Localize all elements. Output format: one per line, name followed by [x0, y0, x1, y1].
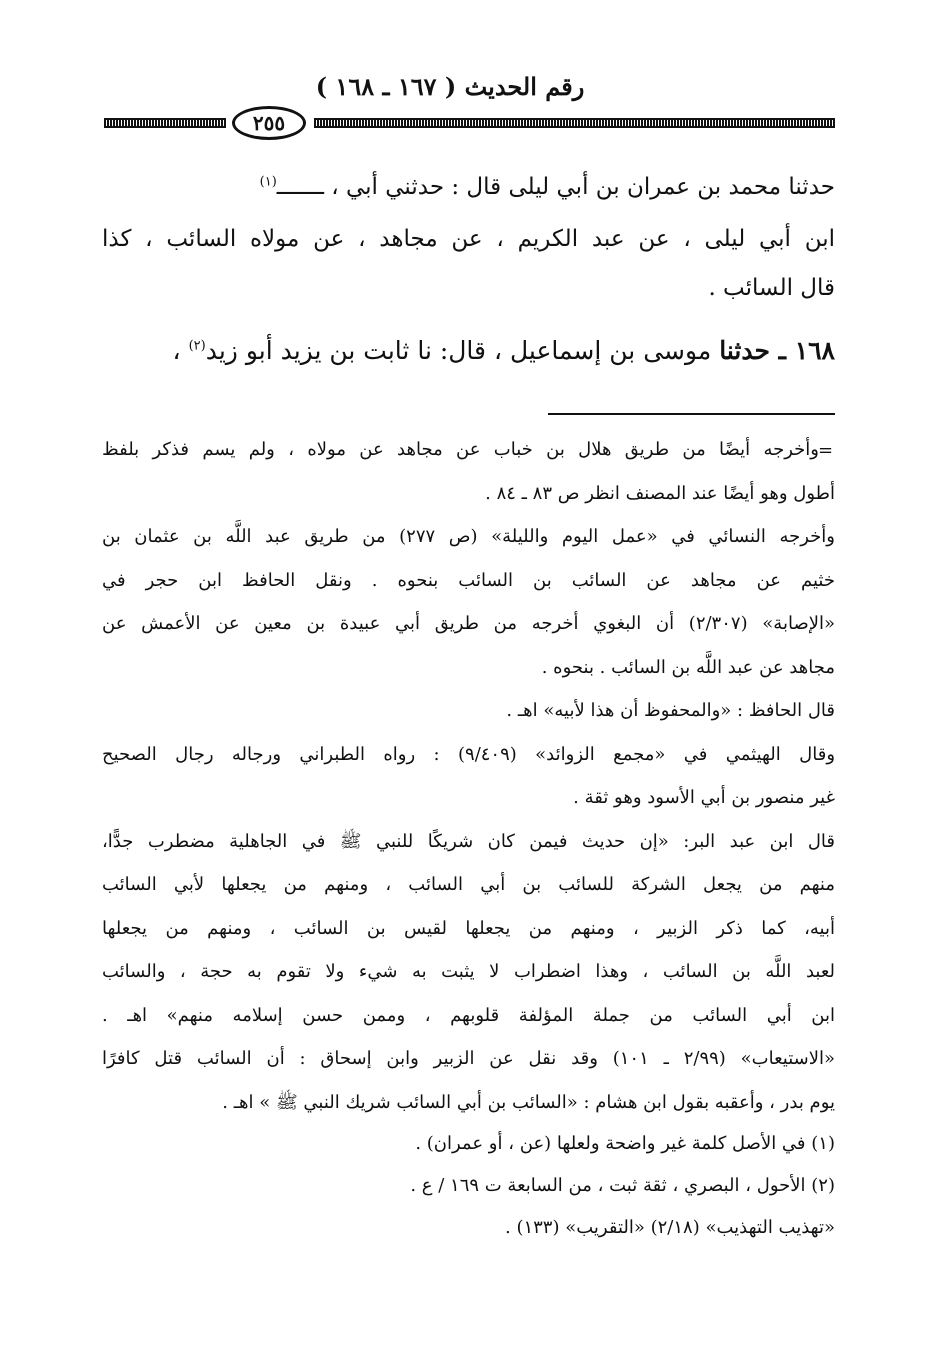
footnote-line: «الإصابة» (٢/٣٠٧) أن البغوي أخرجه من طريق أبي عبيدة بن معين عن الأعمش عن — [102, 613, 836, 634]
footnote-2: (٢) الأحول ، البصري ، ثقة ثبت ، من السابعة ت ١٦٩ / ع . — [410, 1175, 835, 1196]
footnote-line: منهم من يجعل الشركة للسائب بن أبي السائب ، ومنهم من يجعلها لأبي السائب — [102, 874, 835, 895]
hadith-168-line — [173, 335, 835, 367]
header-rule-right — [314, 118, 835, 128]
footnote-marker-1: (١) — [259, 174, 277, 190]
footnote-line: يوم بدر ، وأعقبه بقول ابن هشام : «السائب بن أبي السائب شريك النبي ﷺ » اهـ . — [222, 1092, 835, 1113]
footnote-line: خثيم عن مجاهد عن السائب بن السائب بنحوه . ونقل الحافظ ابن حجر في — [102, 570, 835, 591]
footnote-divider — [548, 413, 835, 415]
footnote-line: لعبد اللَّه بن السائب ، وهذا اضطراب لا يثبت به شيء ولا تقوم به حجة ، والسائب — [102, 961, 835, 982]
footnote-line: مجاهد عن عبد اللَّه بن السائب . بنحوه . — [541, 657, 835, 678]
header-rule-left — [104, 118, 226, 128]
body-line-1-text: حدثنا محمد بن عمران بن أبي ليلى قال : حدثني أبي ، ـــــــ — [276, 174, 835, 200]
footnote-line: غير منصور بن أبي الأسود وهو ثقة . — [573, 787, 835, 808]
footnote-1: (١) في الأصل كلمة غير واضحة ولعلها (عن ، أو عمران) . — [415, 1133, 835, 1154]
hadith-number: ١٦٨ ـ حدثنا — [719, 336, 835, 365]
footnote-marker-2: (٢) — [188, 338, 206, 354]
continuation-mark: = — [818, 440, 834, 461]
footnote-2-sources: «تهذيب التهذيب» (٢/١٨) «التقريب» (١٣٣) . — [505, 1217, 835, 1238]
footnote-line: أطول وهو أيضًا عند المصنف انظر ص ٨٣ ـ ٨٤ . — [485, 483, 835, 504]
footnote-line: قال ابن عبد البر: «إن حديث فيمن كان شريكًا للنبي ﷺ في الجاهلية مضطرب جدًّا، — [102, 831, 835, 852]
footnote-line: وأخرجه أيضًا من طريق هلال بن خباب عن مجاهد عن مولاه ، ولم يسم فذكر بلفظ — [102, 439, 819, 460]
page-number-badge: ٢٥٥ — [232, 106, 306, 140]
hadith-168-comma: ، — [172, 336, 181, 365]
footnote-line: وقال الهيثمي في «مجمع الزوائد» (٩/٤٠٩) : رواه الطبراني ورجاله رجال الصحيح — [102, 744, 836, 765]
hadith-168-text: موسى بن إسماعيل ، قال: نا ثابت بن يزيد أبو زيد — [205, 336, 712, 365]
footnote-line: قال الحافظ : «والمحفوظ أن هذا لأبيه» اهـ . — [506, 700, 835, 721]
running-header-title: رقم الحديث ( ١٦٧ ـ ١٦٨ ) — [315, 72, 585, 101]
footnote-line: ابن أبي السائب من جملة المؤلفة قلوبهم ، وممن حسن إسلامه منهم» اهـ . — [102, 1005, 835, 1026]
footnote-line: أبيه، كما ذكر الزبير ، ومنهم من يجعلها لقيس بن السائب ، ومنهم من يجعلها — [102, 918, 835, 939]
footnote-line: «الاستيعاب» (٢/٩٩ ـ ١٠١) وقد نقل عن الزبير وابن إسحاق : أن السائب قتل كافرًا — [102, 1048, 836, 1069]
body-line-3: قال السائب . — [708, 275, 835, 301]
footnote-line: وأخرجه النسائي في «عمل اليوم والليلة» (ص ٢٧٧) من طريق عبد اللَّه بن عثمان بن — [102, 526, 835, 547]
body-line-2: ابن أبي ليلى ، عن عبد الكريم ، عن مجاهد ، عن مولاه السائب ، كذا — [102, 226, 835, 252]
body-line-1 — [260, 171, 835, 203]
